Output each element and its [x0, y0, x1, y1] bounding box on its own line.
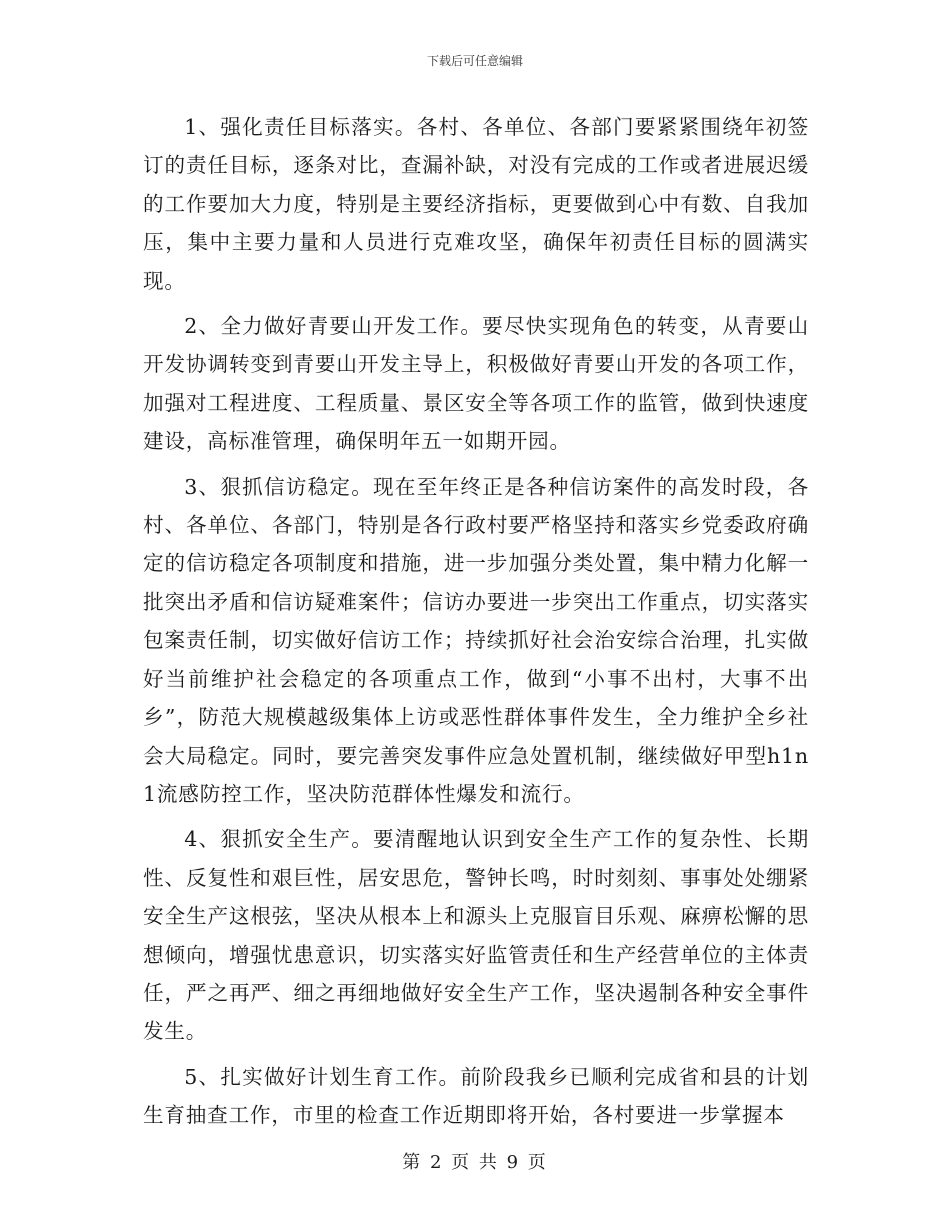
document-body [143, 108, 809, 1142]
paragraph-3: 3、狠抓信访稳定。现在至年终正是各种信访案件的高发时段，各村、各单位、各部门，特别是各行政村要严格坚持和落实乡党委政府确定的信访稳定各项制度和措施，进一步加强分类处置，集中精力化解一批突出矛盾和信访疑难案件；信访办要进一步突出工作重点，切实落实包案责任制，切实做好信访工作；持续抓好社会治安综合治理，扎实做好当前维护社会稳定的各项重点工作，做到“小事不出村，大事不出乡”，防范大规模越级集体上访或恶性群体事件发生，全力维护全乡社会大局稳定。同时，要完善突发事件应急处置机制，继续做好甲型h1n1流感防控工作，坚决防范群体性爆发和流行。 [143, 474, 809, 806]
page-header: 下载后可任意编辑 [426, 54, 523, 68]
paragraph-1: 1、强化责任目标落实。各村、各单位、各部门要紧紧围绕年初签订的责任目标，逐条对比，查漏补缺，对没有完成的工作或者进展迟缓的工作要加大力度，特别是主要经济指标，更要做到心中有数、自我加压，集中主要力量和人员进行克难攻坚，确保年初责任目标的圆满实现。 [143, 115, 809, 293]
paragraph-4: 4、狠抓安全生产。要清醒地认识到安全生产工作的复杂性、长期性、反复性和艰巨性，居安思危，警钟长鸣，时时刻刻、事事处处绷紧安全生产这根弦，坚决从根本上和源头上克服盲目乐观、麻痹松懈的思想倾向，增强忧患意识，切实落实好监管责任和生产经营单位的主体责任，严之再严、细之再细地做好安全生产工作，坚决遏制各种安全事件发生。 [143, 827, 809, 1044]
page-footer: 第 2 页 共 9 页 [402, 1152, 548, 1173]
paragraph-5: 5、扎实做好计划生育工作。前阶段我乡已顺利完成省和县的计划生育抽查工作，市里的检查工作近期即将开始，各村要进一步掌握本 [143, 1064, 809, 1128]
paragraph-2: 2、全力做好青要山开发工作。要尽快实现角色的转变，从青要山开发协调转变到青要山开发主导上，积极做好青要山开发的各项工作，加强对工程进度、工程质量、景区安全等各项工作的监管，做到快速度建设，高标准管理，确保明年五一如期开园。 [143, 314, 809, 454]
